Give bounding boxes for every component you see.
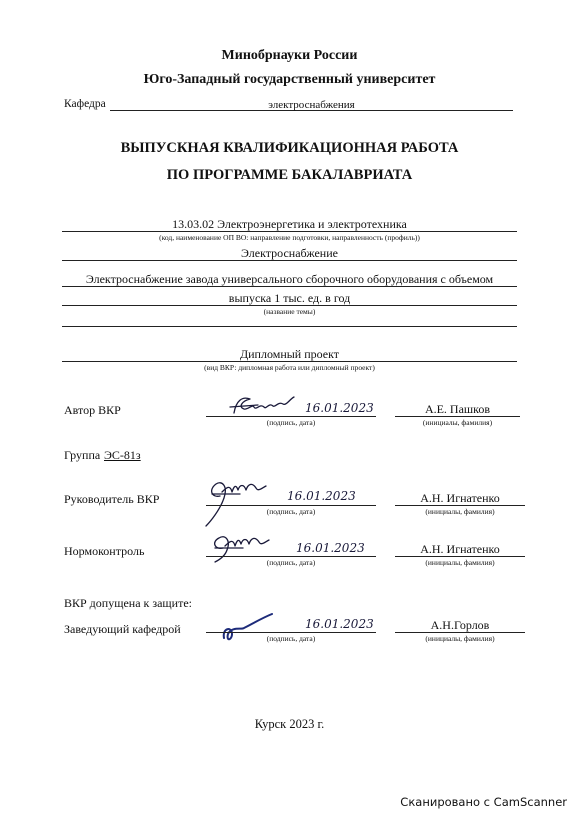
- topic-caption: (название темы): [263, 307, 316, 316]
- work-type-underline: [62, 361, 517, 362]
- supervisor-name: А.Н. Игнатенко: [420, 491, 500, 505]
- head-label: Заведующий кафедрой: [64, 622, 181, 636]
- topic-line1: Электроснабжение завода универсального сборочного оборудования с объемом: [85, 272, 494, 286]
- supervisor-sign-caption: (подпись, дата): [266, 507, 316, 516]
- author-date: 16.01.2023: [305, 401, 374, 415]
- scanner-watermark: Сканировано с CamScanner: [400, 795, 567, 809]
- normcontrol-date: 16.01.2023: [296, 541, 365, 555]
- head-sign-caption: (подпись, дата): [266, 634, 316, 643]
- topic-underline-1: [62, 286, 517, 287]
- author-name: А.Е. Пашков: [424, 402, 491, 416]
- normcontrol-sign-line: [206, 556, 376, 557]
- admitted-label: ВКР допущена к защите:: [64, 596, 192, 610]
- head-sign-line: [206, 632, 376, 633]
- head-name: А.Н.Горлов: [430, 618, 490, 632]
- topic-line2: выпуска 1 тыс. ед. в год: [228, 291, 351, 305]
- head-name-caption: (инициалы, фамилия): [425, 634, 495, 643]
- author-sign-caption: (подпись, дата): [266, 418, 316, 427]
- supervisor-name-caption: (инициалы, фамилия): [425, 507, 495, 516]
- profile-value: Электроснабжение: [241, 246, 338, 260]
- ministry-name: Минобрнауки России: [221, 48, 358, 63]
- supervisor-sign-line: [206, 505, 376, 506]
- work-type-value: Дипломный проект: [239, 347, 340, 361]
- supervisor-signature-icon: [200, 470, 280, 530]
- normcontrol-name-line: [395, 556, 525, 557]
- supervisor-label: Руководитель ВКР: [64, 492, 160, 506]
- topic-underline-2: [62, 305, 517, 306]
- head-name-line: [395, 632, 525, 633]
- normcontrol-name-caption: (инициалы, фамилия): [425, 558, 495, 567]
- group-label: Группа: [64, 448, 101, 462]
- direction-caption: (код, наименование ОП ВО: направление подготовки, направленность (профиль)): [159, 233, 420, 242]
- normcontrol-name: А.Н. Игнатенко: [420, 542, 500, 556]
- normcontrol-label: Нормоконтроль: [64, 544, 145, 558]
- direction-value: 13.03.02 Электроэнергетика и электротехника: [172, 217, 407, 231]
- city-year: Курск 2023 г.: [254, 717, 325, 731]
- supervisor-name-line: [395, 505, 525, 506]
- department-label: Кафедра: [64, 98, 106, 110]
- supervisor-date: 16.01.2023: [287, 489, 356, 503]
- document-title-line2: ПО ПРОГРАММЕ БАКАЛАВРИАТА: [166, 167, 413, 183]
- document-title-line1: ВЫПУСКНАЯ КВАЛИФИКАЦИОННАЯ РАБОТА: [120, 140, 459, 156]
- direction-underline: [62, 231, 517, 232]
- author-name-line: [395, 416, 520, 417]
- author-sign-line: [206, 416, 376, 417]
- head-date: 16.01.2023: [305, 617, 374, 631]
- university-name: Юго-Западный государственный университет: [143, 72, 436, 87]
- author-name-caption: (инициалы, фамилия): [422, 418, 493, 427]
- work-type-caption: (вид ВКР: дипломная работа или дипломный проект): [204, 363, 375, 372]
- group-value: ЭС-81з: [104, 448, 141, 462]
- normcontrol-sign-caption: (подпись, дата): [266, 558, 316, 567]
- profile-underline: [62, 260, 517, 261]
- department-value: электроснабжения: [268, 99, 355, 111]
- author-label: Автор ВКР: [64, 403, 121, 417]
- topic-underline-3: [62, 326, 517, 327]
